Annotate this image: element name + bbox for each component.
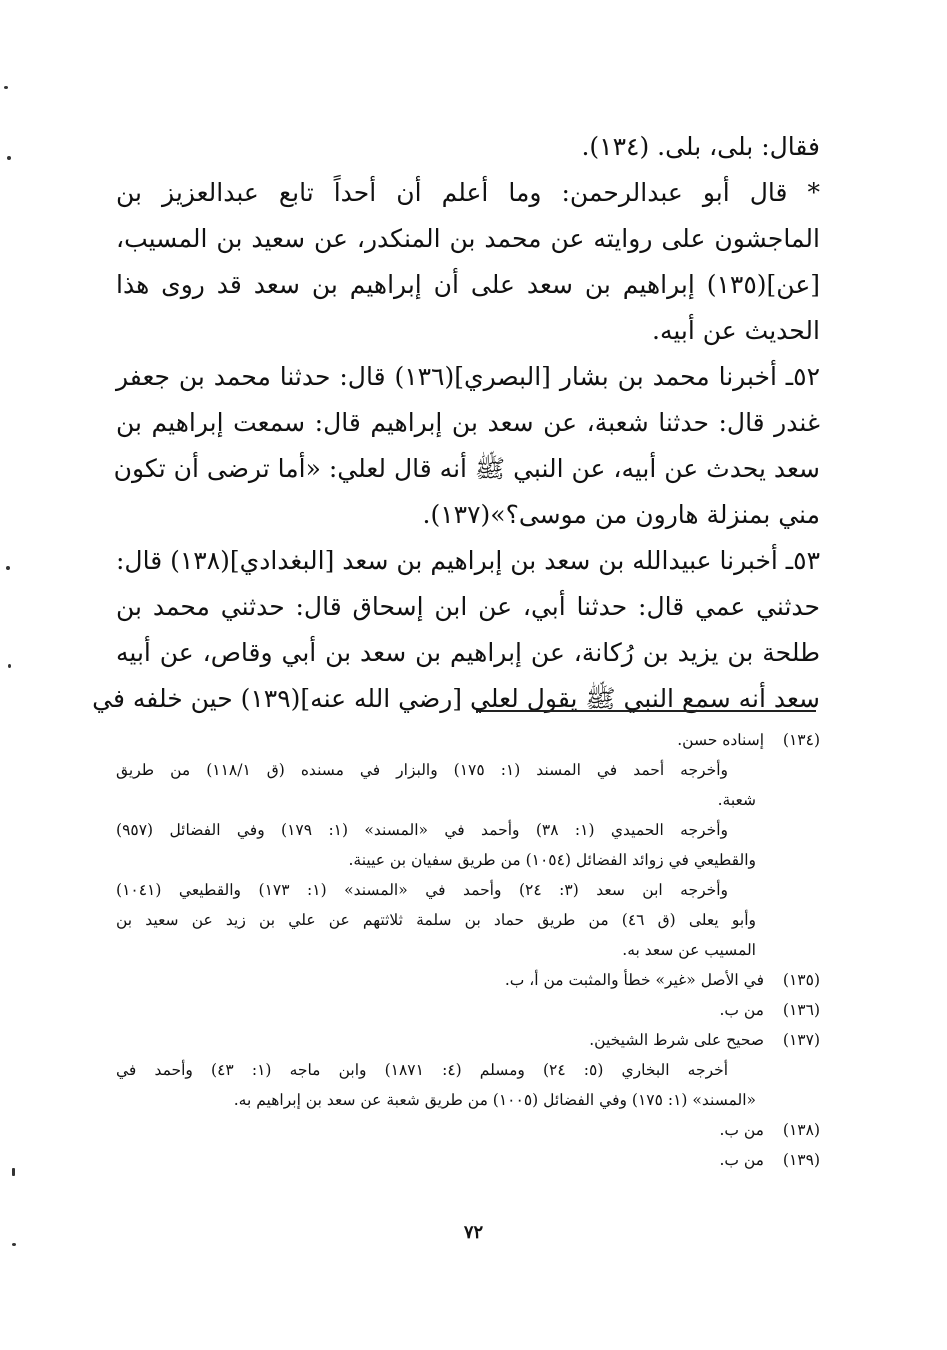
text-line: ٥٣ـ أخبرنا عبيدالله بن سعد بن إبراهيم بن سعد [البغدادي](١٣٨) قال: [116,546,820,575]
footnote-line [116,875,820,905]
scan-mark [7,156,11,160]
footnote-number: (١٣٧) [782,1031,820,1049]
scan-mark [4,86,8,89]
footnote-number: (١٣٤) [782,731,820,749]
footnote-text: من ب. [719,1121,764,1139]
scan-mark [12,1168,15,1176]
scan-mark [8,664,11,668]
text-line: فقال: بلى، بلى. (١٣٤). [581,132,820,161]
text-line: حدثني عمي قال: حدثنا أبي، عن ابن إسحاق قال: حدثني محمد بن [116,592,820,621]
footnote-number: (١٣٨) [782,1121,820,1139]
footnote-line [116,1055,820,1085]
text-line: ٥٢ـ أخبرنا محمد بن بشار [البصري](١٣٦) قال: حدثنا محمد بن جعفر [116,362,820,391]
footnote-number: (١٣٩) [782,1151,820,1169]
text-line: مني بمنزلة هارون من موسى؟»(١٣٧). [422,500,820,529]
footnote-text: وأبو يعلى (ق ٤٦) من طريق حماد بن سلمة ثلاثتهم عن علي بن زيد عن سعيد بن [116,911,756,929]
footnote-text: وأخرجه أحمد في المسند (١: ١٧٥) والبزار في مسنده (ق ١١٨/١) من طريق [116,761,728,779]
footnote-line [116,965,820,995]
page-number: ٧٢ [463,1222,484,1243]
footnote-line [116,1115,820,1145]
text-line: غندر قال: حدثنا شعبة، عن سعد بن إبراهيم قال: سمعت إبراهيم بن [116,408,820,437]
footnote-text: «المسند» (١: ١٧٥) وفي الفضائل (١٠٠٥) من طريق شعبة عن سعد بن إبراهيم به. [233,1091,756,1109]
footnote-text: من ب. [719,1151,764,1169]
footnote-line [116,1085,820,1115]
text-line: سعد أنه سمع النبي ﷺ يقول لعلي [رضي الله عنه](١٣٩) حين خلفه في [92,684,820,713]
text-line: سعد يحدث عن أبيه، عن النبي ﷺ أنه قال لعلي: «أما ترضى أن تكون [113,454,820,483]
footnote-text: والقطيعي في زوائد الفضائل (١٠٥٤) من طريق سفيان بن عيينة. [348,851,756,869]
scan-mark [6,566,10,570]
footnote-text: إسناده حسن. [677,731,764,749]
footnote-line [116,995,820,1025]
footnote-text: شعبة. [717,791,756,809]
footnote-line [116,785,820,815]
text-line: طلحة بن يزيد بن رُكانة، عن إبراهيم بن سعد بن أبي وقاص، عن أبيه [116,638,820,667]
footnote-number: (١٣٦) [782,1001,820,1019]
footnote-text: في الأصل «غير» خطأ والمثبت من أ، ب. [504,971,764,989]
footnote-line [116,1145,820,1175]
scan-mark [12,1243,16,1246]
footnote-number: (١٣٥) [782,971,820,989]
footnote-text: أخرجه البخاري (٥: ٢٤) ومسلم (٤: ١٨٧١) وابن ماجه (١: ٤٣) وأحمد في [116,1061,729,1079]
footnote-line [116,755,820,785]
footnote-line [116,935,820,965]
footnote-text: المسيب عن سعد به. [622,941,756,959]
footnote-separator [476,710,816,712]
text-line: [عن](١٣٥) إبراهيم بن سعد على أن إبراهيم بن سعد قد روى هذا [116,270,820,299]
main-text [92,124,820,722]
footnote-line [116,845,820,875]
footnote-text: من ب. [719,1001,764,1019]
footnote-text: وأخرجه الحميدي (١: ٣٨) وأحمد في «المسند» (١: ١٧٩) وفي الفضائل (٩٥٧) [116,821,728,839]
footnotes [116,725,820,1175]
footnote-line [116,725,820,755]
footnote-line [116,1025,820,1055]
footnote-text: صحيح على شرط الشيخين. [589,1031,764,1049]
footnote-line [116,815,820,845]
footnote-line [116,905,820,935]
text-line: الماجشون على روايته عن محمد بن المنكدر، عن سعيد بن المسيب، [116,224,820,253]
footnote-text: وأخرجه ابن سعد (٣: ٢٤) وأحمد في «المسند» (١: ١٧٣) والقطيعي (١٠٤١) [116,881,729,899]
text-line: * قال أبو عبدالرحمن: وما أعلم أن أحداً تابع عبدالعزيز بن [116,178,820,207]
text-line: الحديث عن أبيه. [652,316,820,345]
